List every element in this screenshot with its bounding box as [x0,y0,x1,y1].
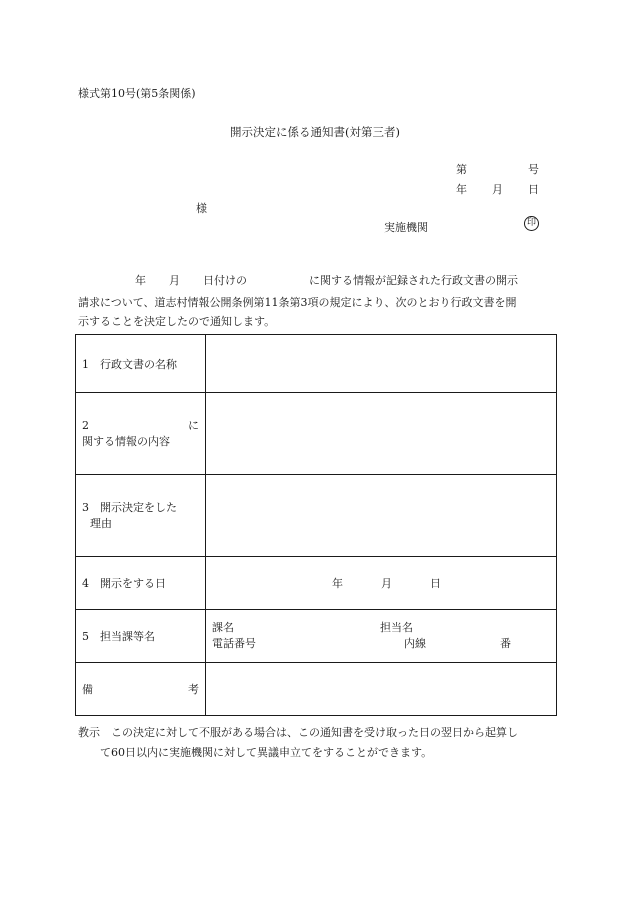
row4-year: 年 [332,577,343,590]
document-title: 開示決定に係る通知書(対第三者) [230,125,400,139]
body-paragraph-line1 [78,270,558,292]
date-day: 日 [528,183,539,196]
row-label-document-name: 1 行政文書の名称 [76,335,206,393]
row5-person: 担当名 [380,621,413,634]
row3-label-line1: 3 開示決定をした [82,500,177,514]
row-label-department: 5 担当課等名 [76,610,206,663]
date-month: 月 [492,183,503,196]
table-row [76,663,557,716]
row2-label-line2: 関する情報の内容 [82,434,170,448]
body-paragraph-line3: 示することを決定したので通知します。 [78,315,276,328]
table-row [76,475,557,557]
row6-label-b: 考 [188,683,199,696]
row-value-document-name [206,335,557,393]
notice-line2: て60日以内に実施機関に対して異議申立てをすることができます。 [100,746,433,759]
table-row [76,393,557,475]
notice-line1: 教示 この決定に対して不服がある場合は、この通知書を受け取った日の翌日から起算し [78,726,518,739]
table-row [76,557,557,610]
row3-label-line2: 理由 [90,516,112,530]
seal-mark: 印 [524,216,539,231]
row2-label-ni: に [188,418,199,432]
row5-section: 課名 [212,621,234,634]
row5-phone: 電話番号 [212,637,256,650]
row-label-reason [76,475,206,557]
body-paragraph-line2: 請求について、道志村情報公開条例第11条第3項の規定により、次のとおり行政文書を開 [78,296,517,309]
row-value-info-content [206,393,557,475]
row5-extension: 内線 [404,637,426,650]
row6-label-a: 備 [82,683,93,696]
row-label-info-content [76,393,206,475]
body-line1-rest: に関する情報が記録された行政文書の開示 [309,274,518,287]
doc-number-go: 号 [528,163,539,176]
appeal-notice [78,723,560,763]
issuer-label: 実施機関 [384,221,428,234]
form-number: 様式第10号(第5条関係) [78,87,196,100]
row-value-reason [206,475,557,557]
row4-month: 月 [381,577,392,590]
row-label-remarks [76,663,206,716]
row-value-remarks [206,663,557,716]
row2-label-num: 2 [82,418,89,432]
date-year: 年 [456,183,467,196]
notice-table [75,334,557,716]
body-month: 月 [169,274,180,287]
body-year: 年 [135,274,146,287]
body-date-suffix: 日付けの [203,274,247,287]
row-value-department [206,610,557,663]
table-row [76,610,557,663]
row-label-disclosure-date: 4 開示をする日 [76,557,206,610]
table-row [76,335,557,393]
row-value-disclosure-date [206,557,557,610]
row4-day: 日 [430,577,441,590]
row5-ban: 番 [500,637,511,650]
doc-number-dai: 第 [456,163,467,176]
addressee-suffix: 様 [196,202,207,215]
